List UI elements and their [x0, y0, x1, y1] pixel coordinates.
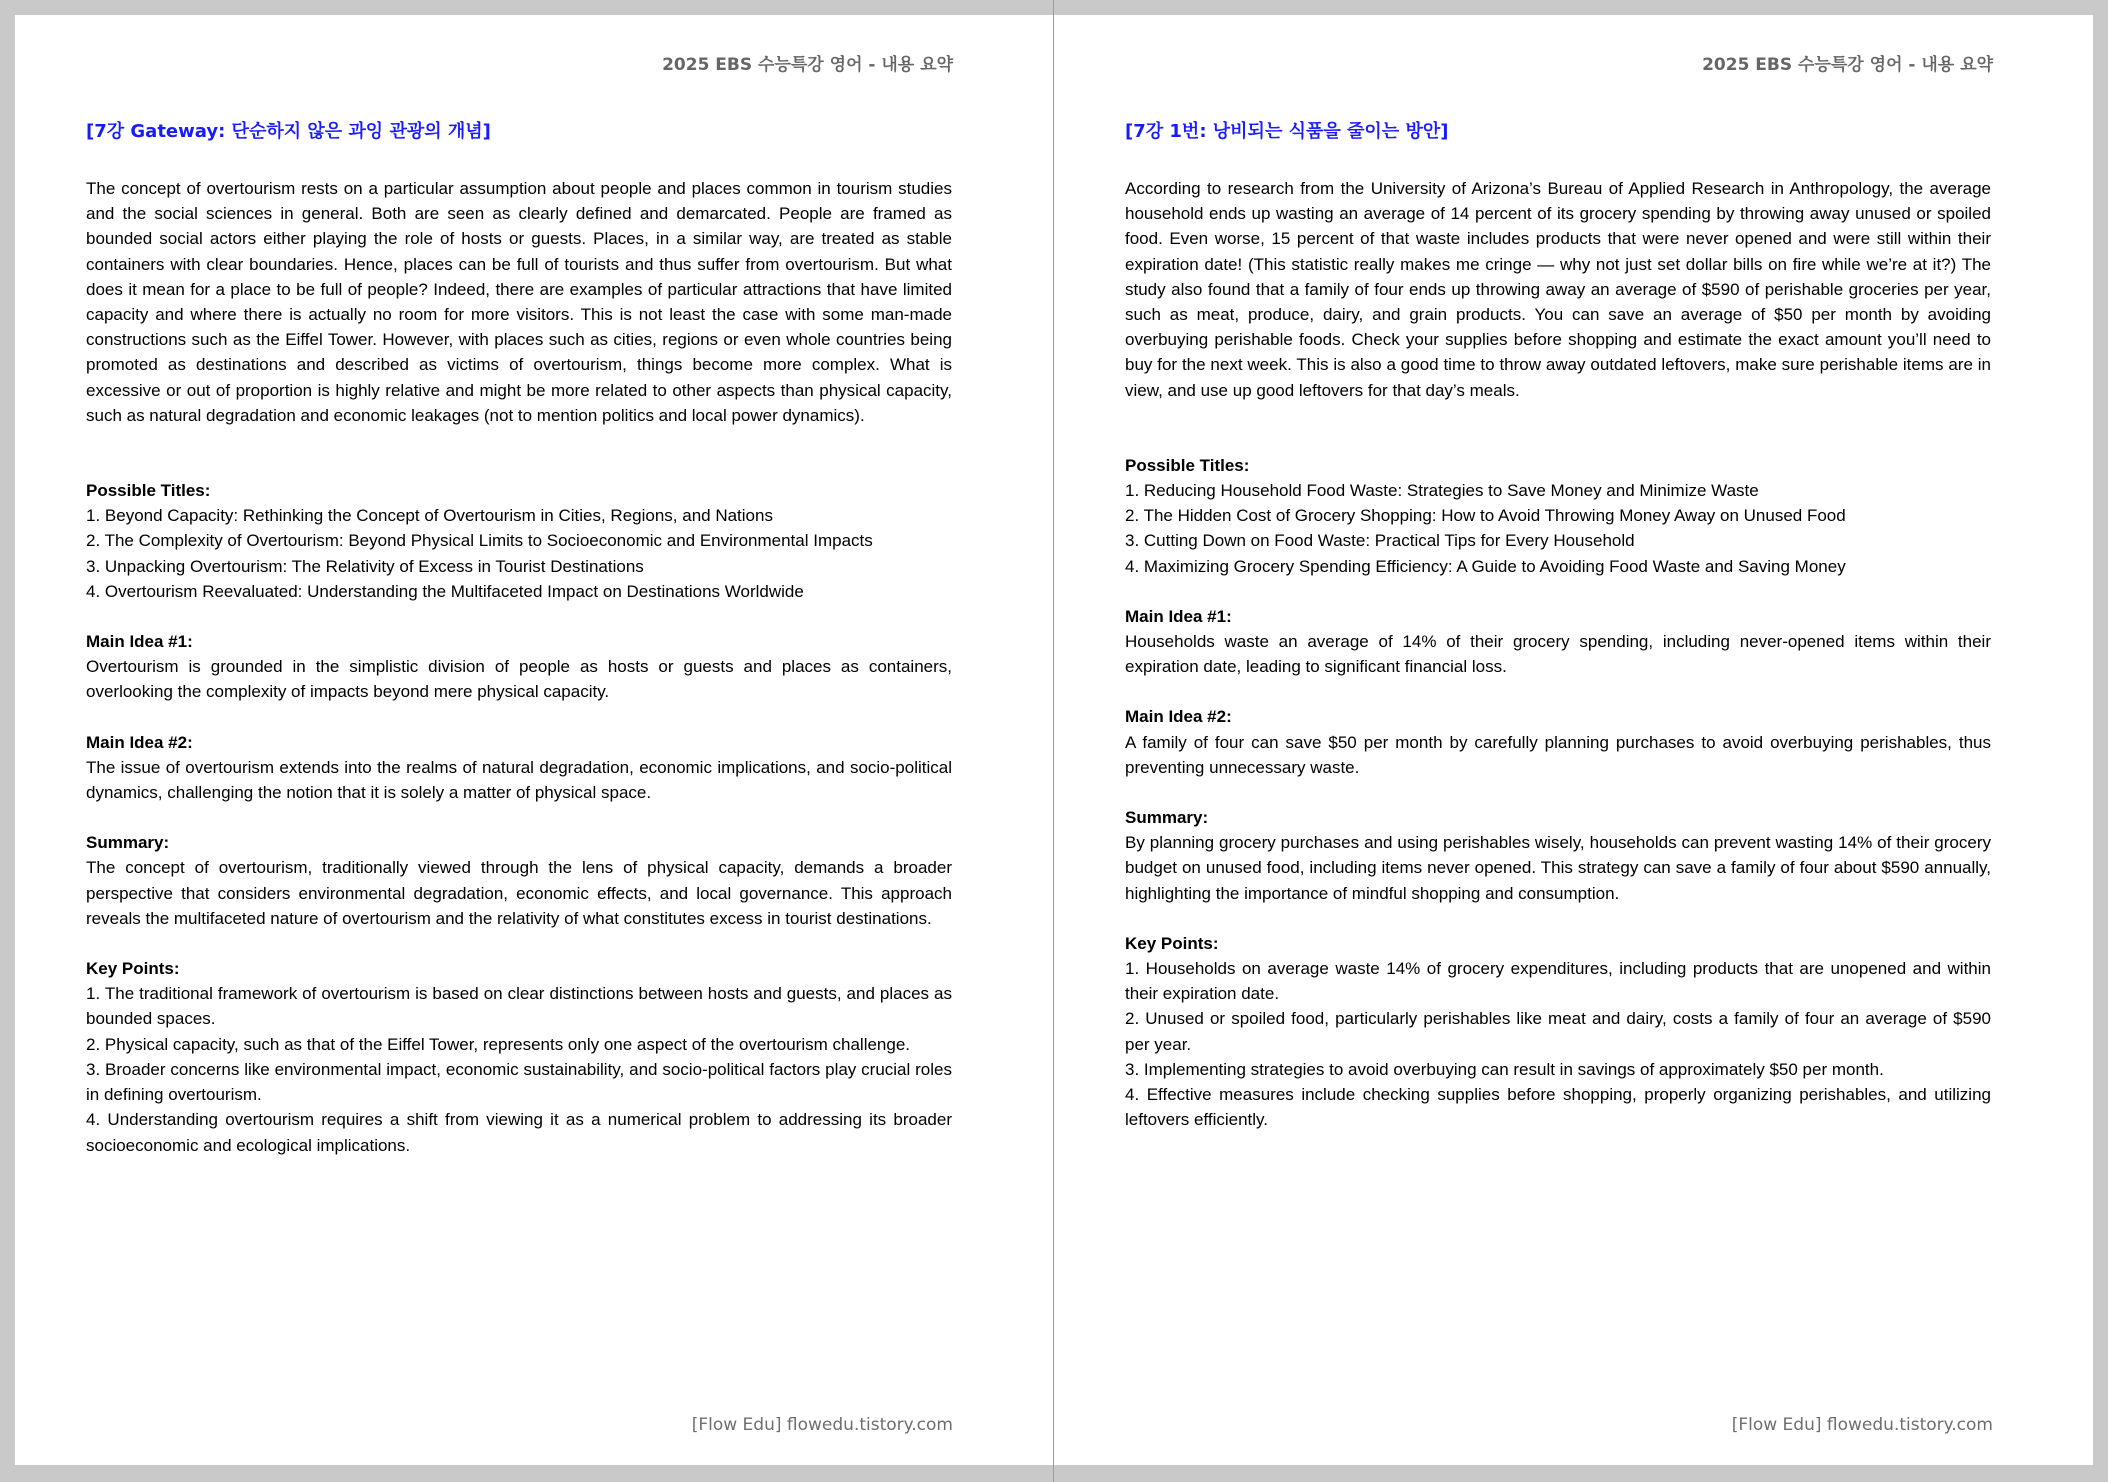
main-idea-1: [1125, 604, 1991, 680]
possible-titles-label: Possible Titles:: [86, 481, 211, 501]
passage-text: The concept of overtourism rests on a particular assumption about people and places common in tourism studies and the social sciences in general. Both are seen as clearly defined and demarcated. People are framed as bounded social actors either playing the role of hosts or guests. Places, in a similar way, are treated as stable containers with clear boundaries. Hence, places can be full of tourists and thus suffer from overtourism. But what does it mean for a place to be full of people? Indeed, there are examples of particular attractions that have limited capacity and where there is actually no room for more visitors. This is not least the case with some man-made constructions such as the Eiffel Tower. However, with places such as cities, regions or even whole countries being promoted as destinations and described as victims of overtourism, things become more complex. What is excessive or out of proportion is highly relative and might be more related to other aspects than physical capacity, such as natural degradation and economic leakages (not to mention politics and local power dynamics).: [86, 179, 952, 425]
page-footer: [Flow Edu] flowedu.tistory.com: [1731, 1415, 1993, 1435]
page-right: [1054, 15, 2093, 1465]
section-title: [7강 Gateway: 단순하지 않은 과잉 관광의 개념]: [86, 121, 491, 142]
page-content: [1125, 119, 1991, 1133]
main-idea-2-text: A family of four can save $50 per month by carefully planning purchases to avoid overbuying perishables, thus preventing unnecessary waste.: [1125, 732, 1991, 777]
key-points: [1125, 931, 1991, 1133]
passage-text: According to research from the University of Arizona’s Bureau of Applied Research in Anthropology, the average household ends up wasting an average of 14 percent of its grocery spending by throwing away unused or spoiled food. Even worse, 15 percent of that waste includes products that were never opened and were still within their expiration date! (This statistic really makes me cringe — why not just set dollar bills on fire while we’re at it?) The study also found that a family of four ends up throwing away an average of $590 of perishable groceries per year, such as meat, produce, dairy, and grain products. You can save an average of $50 per month by avoiding overbuying perishable foods. Check your supplies before shopping and estimate the exact amount you’ll need to buy for the next week. This is also a good time to throw away outdated leftovers, make sure perishable items are in view, and use up good leftovers for that day’s meals.: [1125, 179, 1991, 400]
main-idea-2-label: Main Idea #2:: [86, 732, 193, 752]
main-idea-1-label: Main Idea #1:: [1125, 606, 1232, 626]
main-idea-2: [86, 730, 952, 806]
page-header: 2025 EBS 수능특강 영어 - 내용 요약: [662, 55, 953, 75]
possible-titles-label: Possible Titles:: [1125, 455, 1250, 475]
possible-titles: [1125, 453, 1991, 579]
main-idea-1-text: Households waste an average of 14% of their grocery spending, including never-opened items within their expiration date, leading to significant financial loss.: [1125, 632, 1991, 677]
title-item: 2. The Complexity of Overtourism: Beyond Physical Limits to Socioeconomic and Environmental Impacts: [86, 531, 873, 551]
summary: [1125, 805, 1991, 906]
main-idea-1-text: Overtourism is grounded in the simplistic division of people as hosts or guests and places as containers, overlooking the complexity of impacts beyond mere physical capacity.: [86, 657, 952, 702]
section-title: [7강 1번: 낭비되는 식품을 줄이는 방안]: [1125, 121, 1449, 142]
summary-label: Summary:: [1125, 808, 1209, 828]
title-item: 4. Maximizing Grocery Spending Efficiency: A Guide to Avoiding Food Waste and Saving Money: [1125, 556, 1846, 576]
key-point-item: 4. Effective measures include checking supplies before shopping, properly organizing perishables, and utilizing leftovers efficiently.: [1125, 1085, 1991, 1130]
key-point-item: 3. Broader concerns like environmental impact, economic sustainability, and socio-political factors play crucial roles in defining overtourism.: [86, 1059, 952, 1105]
key-points: [86, 956, 952, 1158]
main-idea-2: [1125, 704, 1991, 780]
main-idea-2-label: Main Idea #2:: [1125, 707, 1232, 727]
title-item: 1. Beyond Capacity: Rethinking the Concept of Overtourism in Cities, Regions, and Nations: [86, 506, 773, 526]
title-item: 3. Cutting Down on Food Waste: Practical Tips for Every Household: [1125, 531, 1635, 551]
key-point-item: 2. Unused or spoiled food, particularly perishables like meat and dairy, costs a family of four an average of $590 per year.: [1125, 1009, 1991, 1054]
key-point-item: 2. Physical capacity, such as that of the Eiffel Tower, represents only one aspect of the overtourism challenge.: [86, 1034, 911, 1054]
title-item: 1. Reducing Household Food Waste: Strategies to Save Money and Minimize Waste: [1125, 481, 1759, 501]
main-idea-2-text: The issue of overtourism extends into the realms of natural degradation, economic implications, and socio-political dynamics, challenging the notion that it is solely a matter of physical space.: [86, 757, 952, 803]
title-item: 3. Unpacking Overtourism: The Relativity of Excess in Tourist Destinations: [86, 556, 644, 576]
page-left: [15, 15, 1053, 1465]
summary-label: Summary:: [86, 833, 170, 853]
key-point-item: 1. Households on average waste 14% of grocery expenditures, including products that are unopened and within their expiration date.: [1125, 959, 1991, 1004]
main-idea-1-label: Main Idea #1:: [86, 632, 193, 652]
key-point-item: 1. The traditional framework of overtourism is based on clear distinctions between hosts and guests, and places as bounded spaces.: [86, 984, 952, 1029]
title-item: 4. Overtourism Reevaluated: Understanding the Multifaceted Impact on Destinations Worldwide: [86, 581, 804, 601]
page-content: [86, 119, 952, 1158]
summary-text: The concept of overtourism, traditionally viewed through the lens of physical capacity, demands a broader perspective that considers environmental degradation, economic effects, and local governance. This approach reveals the multifaceted nature of overtourism and the relativity of what constitutes excess in tourist destinations.: [86, 858, 952, 928]
page-header: 2025 EBS 수능특강 영어 - 내용 요약: [1702, 55, 1993, 75]
summary: [86, 830, 952, 931]
possible-titles: [86, 478, 952, 604]
summary-text: By planning grocery purchases and using perishables wisely, households can prevent wasting 14% of their grocery budget on unused food, including items never opened. This strategy can save a family of four about $590 annually, highlighting the importance of mindful shopping and consumption.: [1125, 833, 1991, 903]
main-idea-1: [86, 629, 952, 705]
key-point-item: 4. Understanding overtourism requires a shift from viewing it as a numerical problem to addressing its broader socioeconomic and ecological implications.: [86, 1110, 952, 1155]
key-points-label: Key Points:: [1125, 933, 1219, 953]
page-footer: [Flow Edu] flowedu.tistory.com: [691, 1415, 953, 1435]
key-points-label: Key Points:: [86, 959, 180, 979]
title-item: 2. The Hidden Cost of Grocery Shopping: How to Avoid Throwing Money Away on Unused Food: [1125, 506, 1846, 526]
key-point-item: 3. Implementing strategies to avoid overbuying can result in savings of approximately $50 per month.: [1125, 1059, 1884, 1079]
